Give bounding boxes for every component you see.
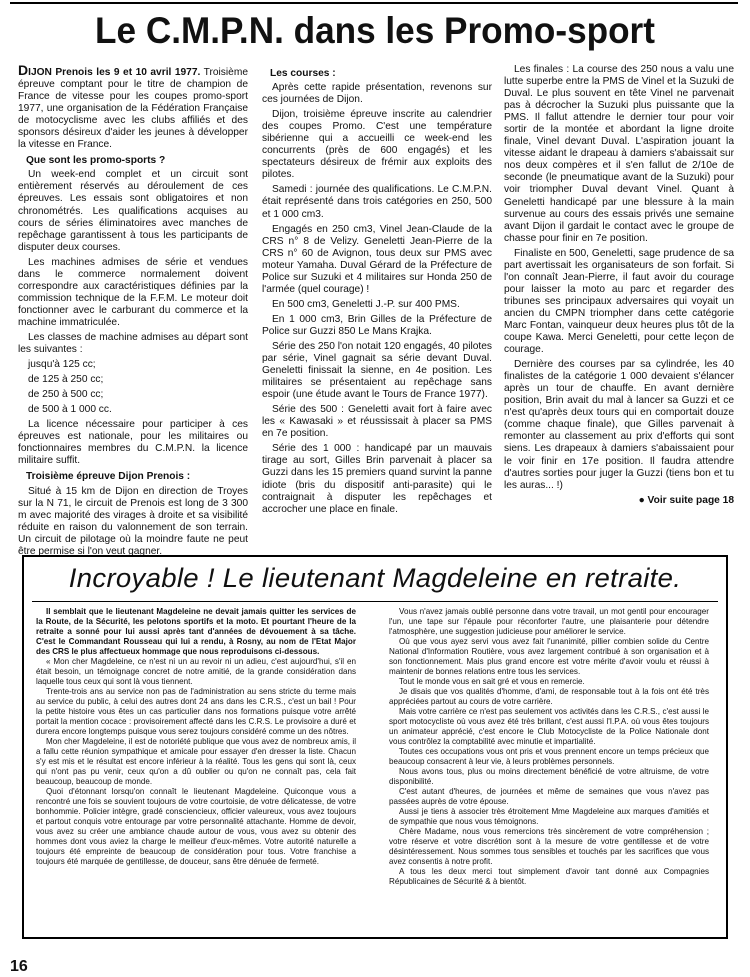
- paragraph: Série des 250 l'on notait 120 engagés, 40 pilotes par série, Vinel gagnait sa série devant Duval. Geneletti finissait la sienne, en 4e position. Les militaires se présentaient au repêchage sans espoir (une étude avant le Tours de France 1977).: [262, 340, 493, 401]
- continued-note: ● Voir suite page 18: [638, 494, 734, 506]
- paragraph: Les finales : La course des 250 nous a valu une lutte superbe entre la PMS de Vinel et la Suzuki de Duval. Le plus souvent en tête Vinel ne parvenait pas à décrocher la Suzuki plus puissante que la PMS. Il fallut attendre le dernier tour pour voir sortir de la montée et abordant la ligne droite finale, Vinel devant Duval. L'aspiration jouant la vitesse aidant le drapeau à damiers s'abaissait sur nos deux compères et il s'en fallut de 2/10e de seconde (le pneumatique avant de la Suzuki) pour voir triompher Duval devant Vinel. Quant à Geneletti handicapé par une blessure à la main survenue au cours des essais privés une semaine avant Dijon il gardait le contact avec le groupe de chasse pour finir en 7e position.: [504, 64, 734, 244]
- lead-dateline: IJON Prenois les 9 et 10 avril 1977.: [28, 67, 201, 78]
- article-column-1: [18, 62, 248, 557]
- box-column-right: [389, 607, 709, 933]
- paragraph: Je disais que vos qualités d'homme, d'ami, de responsable tout à la fois ont été très appréciées partout au cours de votre carrière.: [389, 687, 709, 706]
- article-column-3: [504, 64, 734, 540]
- paragraph: Dijon, troisième épreuve inscrite au calendrier des coupes Promo. C'est une température sibérienne qui a accueilli ce week-end les concurrents (près de 600 engagés) et les spectateurs désireux de frémir aux exploits des pilotes.: [262, 109, 492, 181]
- subheading: Les courses :: [270, 68, 336, 79]
- paragraph: Dernière des courses par sa cylindrée, les 40 finalistes de la catégorie 1 000 devaient s'élancer après un tour de chauffe. En avant dernière position, Brin avait du mal à lancer sa Guzzi et ce n'est qu'après deux tours qui en comportait douze (comme chaque finale), que Gilles parvenait à remonter au classement au prix d'efforts qui sont siens. Les drapeaux à damiers s'abaissaient pour le voir finir en 17e position. Il faudra attendre d'autres sorties pour juger la Guzzi (tiens bon et tu les auras... !): [504, 359, 734, 491]
- paragraph: La licence nécessaire pour participer à ces épreuves est nationale, pour les militaires ou fonctionnaires membres du C.M.P.N. la licence militaire suffit.: [18, 419, 248, 467]
- paragraph: de 125 à 250 cc;: [28, 374, 104, 386]
- paragraph: Après cette rapide présentation, revenons sur ces journées de Dijon.: [262, 82, 492, 106]
- box-intro: Il semblait que le lieutenant Magdeleine ne devait jamais quitter les services de la Route, de la Sécurité, les pelotons sportifs et la moto. Et pourtant l'heure de la retraite a sonné pour lui aussi après tant d'années de dévouement à sa tâche. C'est le Commandant Rousseau qui lui a rendu, à Rosny, au nom de l'Etat Major des CRS le plus affectueux hommage que nous reproduisons ci-dessous.: [36, 607, 356, 656]
- article-columns: [18, 62, 734, 557]
- paragraph: Vous n'avez jamais oublié personne dans votre travail, un mot gentil pour encourager l'un, une tape sur l'épaule pour réconforter l'autre, une plaisanterie pour détendre l'atmosphère, une suggestion judicieuse pour améliorer le service.: [389, 607, 709, 636]
- page-number: 16: [10, 958, 28, 975]
- box-column-left: [36, 607, 356, 933]
- paragraph: Mon cher Magdeleine, il est de notoriété publique que vous avez de nombreux amis, il a fallu cette réunion sympathique et amicale pour essayer d'en dresser la liste. Chacun s'y est mis et le résultat est encore inférieur à la réalité. Tous les gens qui sont là, ceux qui n'ont pas pu venir, ceux qu'on a dû oublier ou qu'on ne connaît pas, cela fait beaucoup, beaucoup de monde.: [36, 737, 356, 786]
- paragraph: Quoi d'étonnant lorsqu'on connaît le lieutenant Magdeleine. Quiconque vous a rencontré une fois se souvient toujours de votre courtoisie, de votre délicatesse, de votre bonhommie. Policier intègre, gradé consciencieux, officier valeureux, vous avez toujours et partout conquis votre entourage par votre personnalité attachante. Homme de devoir, vous avez su créer une ambiance chaude autour de vous, vous avez su obtenir des hommes dont vous aviez la charge le meilleur d'eux-mêmes. Votre autorité naturelle a toujours été empreinte de beaucoup de considération pour tous. Votre franchise a toujours été marquée de gentillesse, de douceur, sans être dénuée de fermeté.: [36, 787, 356, 866]
- paragraph: jusqu'à 125 cc;: [28, 359, 96, 371]
- top-rule: [10, 2, 738, 4]
- paragraph: Engagés en 250 cm3, Vinel Jean-Claude de la CRS n° 8 de Velizy. Geneletti Jean-Pierre de la CRS n° 60 de Avignon, tous deux sur PMS avec moteur Yamaha. Duval Gérard de la Préfecture de Police sur Suzuki et 4 militaires sur Honda 250 de l'armée (quel courage) !: [262, 223, 492, 295]
- box-rule: [32, 601, 718, 602]
- subheading: Troisième épreuve Dijon Prenois :: [26, 471, 191, 483]
- lead-text: Troisième épreuve comptant pour le titre de champion de France de vitesse pour les coupes promo-sport 1977, une organisation de la Fédération Française de motocyclisme avec les clubs affiliés et des sponsors désireux d'aider les jeunes à développer la vitesse en France.: [18, 67, 248, 151]
- paragraph: Les machines admises de série et vendues dans le commerce normalement doivent correspondre aux caractéristiques définies par la commission technique de la F.F.M. Le moteur doit fonctionner avec le carburant du commerce et la machine immatriculée.: [18, 256, 248, 328]
- drop-cap: D: [18, 62, 29, 78]
- paragraph: Où que vous ayez servi vous avez fait l'unanimité, pillier combien solide du Centre National d'Information Routière, vous avez largement contribué à son organisation et à son fonctionnement. Mais plus grand encore est votre mérite d'avoir voulu et réussi à maintenir de bonnes relations entre tous les services.: [389, 637, 709, 676]
- box-title: Incroyable ! Le lieutenant Magdeleine en retraite.: [68, 563, 682, 593]
- paragraph: Mais votre carrière ce n'est pas seulement vos activités dans les C.R.S., c'est aussi le sport motocycliste où vous avez été très brillant, c'est aussi l'I.P.A. où vous êtes toujours un animateur apprécié, c'est encore le Club Motocycliste de la Police Nationale dont vous contrôlez la comptabilité avec minutie et impartialité.: [389, 707, 709, 746]
- paragraph: Nous avons tous, plus ou moins directement bénéficié de votre altruisme, de votre disponibilité.: [389, 767, 709, 786]
- paragraph: Toutes ces occupations vous ont pris et vous prennent encore un temps précieux que beaucoup consacrent à leur vie, à leurs problèmes personnels.: [389, 747, 709, 766]
- article-column-2: [262, 64, 492, 540]
- paragraph: C'est autant d'heures, de journées et même de semaines que vous n'avez pas passées auprès de votre épouse.: [389, 787, 709, 806]
- paragraph: Aussi je tiens à associer très étroitement Mme Magdeleine aux marques d'amitiés et de sympathie que nous vous témoignons.: [389, 807, 709, 826]
- paragraph: Série des 500 : Geneletti avait fort à faire avec les « Kawasaki » et réussissait à placer sa PMS en 7e position.: [262, 404, 492, 440]
- paragraph: Les classes de machine admises au départ sont les suivantes :: [18, 331, 248, 356]
- paragraph: Série des 1 000 : handicapé par un mauvais tirage au sort, Gilles Brin parvenait à placer sa Guzzi dans les 15 premiers quand survint la panne idiote (bris du dispositif anti-parasite) qui le contraignait à disputer les repêchages et accrocher une place en finale.: [262, 443, 492, 515]
- paragraph: A tous les deux merci tout simplement d'avoir tant donné aux Compagnies Républicaines de Sécurité & à bientôt.: [389, 867, 709, 886]
- paragraph: Samedi : journée des qualifications. Le C.M.P.N. était représenté dans trois catégories en 250, 500 et 1 000 cm3.: [262, 184, 492, 220]
- article-headline: Le C.M.P.N. dans les Promo-sport: [95, 10, 655, 51]
- paragraph: Chère Madame, nous vous remercions très sincèrement de votre compréhension ; votre réserve et votre discrétion sont à la mesure de votre gentillesse et de votre désintéressement. Nous sommes tous sensibles et touchés par les sacrifices que vous avez consentis à notre profit.: [389, 827, 709, 866]
- retirement-box: [22, 555, 728, 939]
- paragraph: Tout le monde vous en sait gré et vous en remercie.: [399, 677, 585, 686]
- paragraph: « Mon cher Magdeleine, ce n'est ni un au revoir ni un adieu, c'est aujourd'hui, s'il en était besoin, un témoignage concret de notre amitié, de la grande considération dans laquelle tous ceux qui sont là vous tiennent.: [36, 657, 356, 686]
- subheading: Que sont les promo-sports ?: [26, 155, 166, 167]
- paragraph: En 500 cm3, Geneletti J.-P. sur 400 PMS.: [272, 298, 460, 310]
- paragraph: de 500 à 1 000 cc.: [28, 404, 112, 416]
- lead-paragraph: [18, 64, 248, 151]
- paragraph: Finaliste en 500, Geneletti, sage prudence de sa part avertissait les organisateurs de son forfait. Si l'on connaît Jean-Pierre, il faut avoir du courage pour laisser la moto au parc et regarder des tribunes ses principaux adversaires qui voyait un ancien du CMPN triompher dans cette catégorie Marc Fontan, vainqueur deux heures plus tôt de la coupe Kawa. Merci Geneletti, pour cette leçon de courage.: [504, 247, 734, 356]
- paragraph: Situé à 15 km de Dijon en direction de Troyes sur la N 71, le circuit de Prenois est long de 3 300 m avec majorité des virages à droite et sa visibilité réduite en raison du valonnement de son terrain. Un circuit de pilotage où la moindre faute ne peut être permise si l'on veut gagner.: [18, 485, 248, 557]
- paragraph: Un week-end complet et un circuit sont entièrement réservés au déroulement de ces épreuves. Les essais sont obligatoires et non chronométrés. Les qualifications acquises au cours de séries éliminatoires avec manches de repêchage garantissent à tous les participants de disputer deux courses.: [18, 169, 248, 253]
- paragraph: En 1 000 cm3, Brin Gilles de la Préfecture de Police sur Guzzi 850 Le Mans Krajka.: [262, 313, 492, 337]
- paragraph: Trente-trois ans au service non pas de l'administration au sens stricte du terme mais au service du public, à celui des autres dont 24 ans dans les C.R.S., c'est un bail ! Pour la petite histoire vous êtes un cas particulier dans nos formations puisque votre arrêté portait la mention cocace : provisoirement affecté dans les C.R.S. Le provisoire a duré et durera encore longtemps puisque vous serez toujours considéré comme un des nôtres.: [36, 687, 356, 736]
- paragraph: de 250 à 500 cc;: [28, 389, 104, 401]
